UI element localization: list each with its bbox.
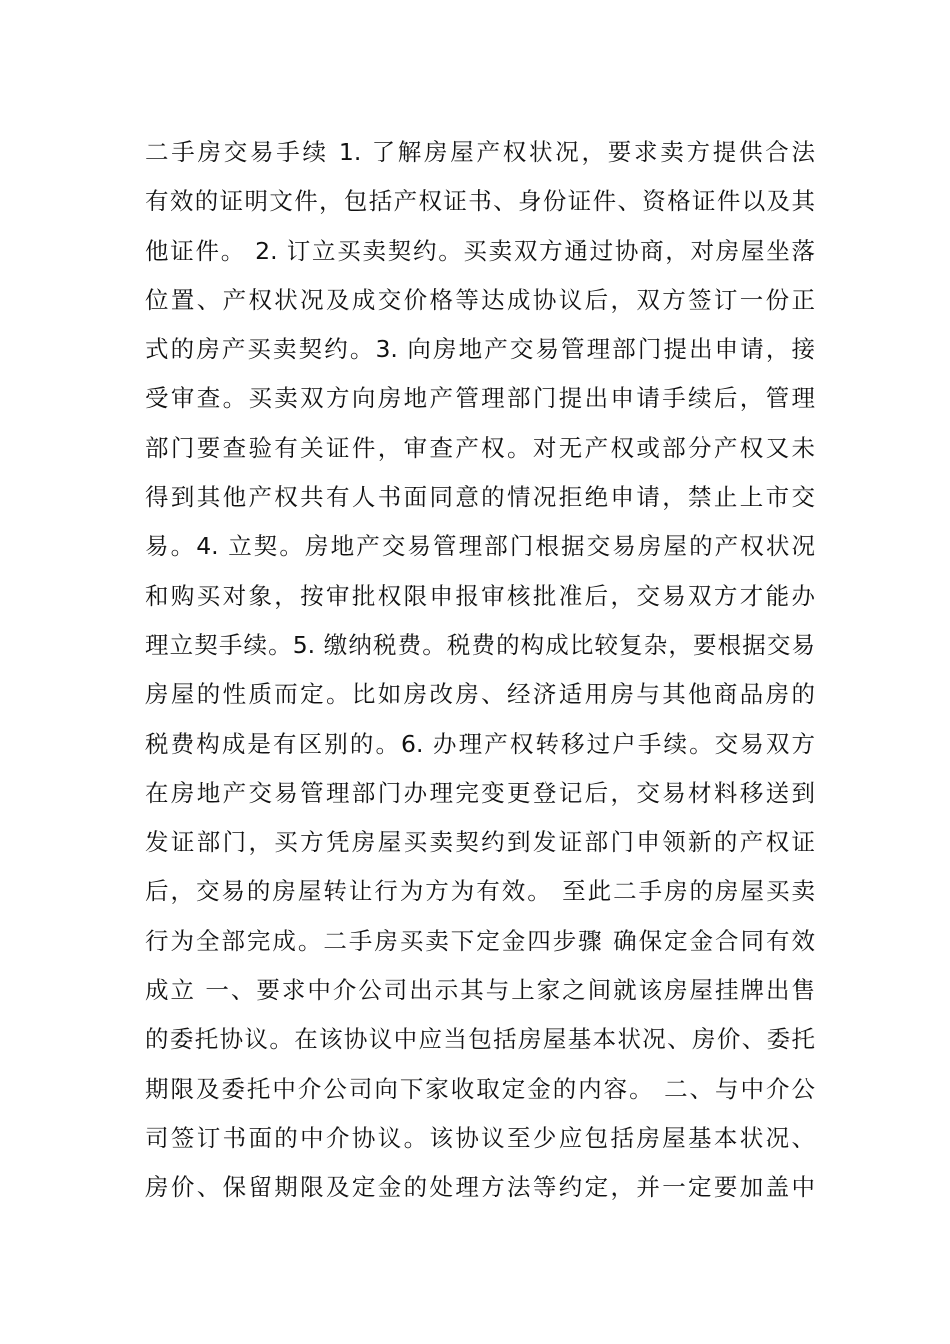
text-line: 有效的证明文件，包括产权证书、身份证件、资格证件以及其 bbox=[145, 187, 815, 216]
text-line: 期限及委托中介公司向下家收取定金的内容。 二、与中介公 bbox=[145, 1074, 815, 1103]
text-line: 在房地产交易管理部门办理完变更登记后，交易材料移送到 bbox=[145, 778, 815, 807]
text-line: 位置、产权状况及成交价格等达成协议后，双方签订一份正 bbox=[145, 285, 815, 314]
text-line: 房价、保留期限及定金的处理方法等约定，并一定要加盖中 bbox=[145, 1173, 815, 1202]
body-text bbox=[145, 128, 815, 1213]
text-line: 受审查。买卖双方向房地产管理部门提出申请手续后，管理 bbox=[145, 384, 815, 413]
text-line: 得到其他产权共有人书面同意的情况拒绝申请，禁止上市交 bbox=[145, 483, 815, 512]
text-line: 成立 一、要求中介公司出示其与上家之间就该房屋挂牌出售 bbox=[145, 976, 815, 1005]
text-line: 二手房交易手续 1. 了解房屋产权状况，要求卖方提供合法 bbox=[145, 138, 815, 166]
text-line: 司签订书面的中介协议。该协议至少应包括房屋基本状况、 bbox=[145, 1123, 815, 1152]
text-line: 行为全部完成。二手房买卖下定金四步骤 确保定金合同有效 bbox=[145, 926, 815, 955]
text-line: 式的房产买卖契约。3. 向房地产交易管理部门提出申请，接 bbox=[145, 335, 815, 364]
text-line: 发证部门，买方凭房屋买卖契约到发证部门申领新的产权证 bbox=[145, 828, 815, 857]
text-line: 部门要查验有关证件，审查产权。对无产权或部分产权又未 bbox=[145, 433, 815, 462]
text-line: 税费构成是有区别的。6. 办理产权转移过户手续。交易双方 bbox=[145, 729, 815, 758]
text-line: 理立契手续。5. 缴纳税费。税费的构成比较复杂，要根据交易 bbox=[145, 630, 815, 659]
text-line: 后，交易的房屋转让行为方为有效。 至此二手房的房屋买卖 bbox=[145, 877, 815, 906]
text-line: 房屋的性质而定。比如房改房、经济适用房与其他商品房的 bbox=[145, 680, 815, 709]
text-line: 他证件。 2. 订立买卖契约。买卖双方通过协商，对房屋坐落 bbox=[145, 236, 815, 265]
text-line: 易。4. 立契。房地产交易管理部门根据交易房屋的产权状况 bbox=[145, 532, 815, 561]
text-line: 的委托协议。在该协议中应当包括房屋基本状况、房价、委托 bbox=[145, 1025, 815, 1054]
text-line: 和购买对象，按审批权限申报审核批准后，交易双方才能办 bbox=[145, 581, 815, 610]
